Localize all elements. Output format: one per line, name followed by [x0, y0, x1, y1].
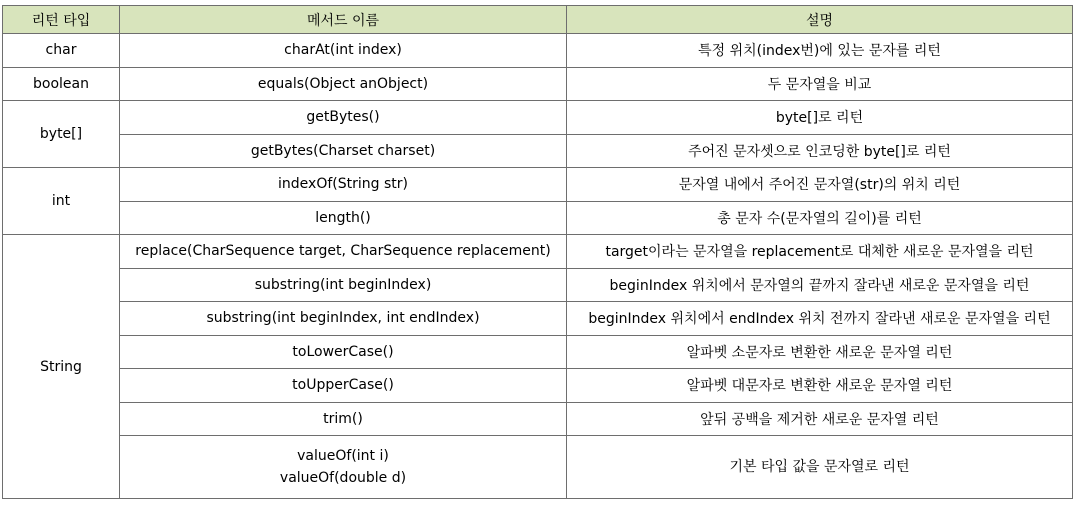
return-type-cell: byte[]	[3, 101, 120, 168]
method-cell: replace(CharSequence target, CharSequence replacement)	[120, 235, 567, 269]
header-method-name: 메서드 이름	[120, 6, 567, 34]
method-cell: toUpperCase()	[120, 369, 567, 403]
table-row	[3, 134, 1073, 168]
description-cell: 총 문자 수(문자열의 길이)를 리턴	[567, 201, 1073, 235]
return-type-cell: char	[3, 34, 120, 68]
header-row	[3, 6, 1073, 34]
header-return-type: 리턴 타입	[3, 6, 120, 34]
description-cell: 앞뒤 공백을 제거한 새로운 문자열 리턴	[567, 402, 1073, 436]
description-cell: 문자열 내에서 주어진 문자열(str)의 위치 리턴	[567, 168, 1073, 202]
description-cell: byte[]로 리턴	[567, 101, 1073, 135]
table-row	[3, 436, 1073, 499]
description-cell: beginIndex 위치에서 endIndex 위치 전까지 잘라낸 새로운 문자열을 리턴	[567, 302, 1073, 336]
return-type-cell: boolean	[3, 67, 120, 101]
return-type-cell: int	[3, 168, 120, 235]
description-cell: 두 문자열을 비교	[567, 67, 1073, 101]
method-cell: equals(Object anObject)	[120, 67, 567, 101]
table-row	[3, 101, 1073, 135]
description-cell: 기본 타입 값을 문자열로 리턴	[567, 436, 1073, 499]
table-row	[3, 235, 1073, 269]
description-cell: target이라는 문자열을 replacement로 대체한 새로운 문자열을 리턴	[567, 235, 1073, 269]
description-cell: 알파벳 대문자로 변환한 새로운 문자열 리턴	[567, 369, 1073, 403]
table-row	[3, 369, 1073, 403]
method-cell: indexOf(String str)	[120, 168, 567, 202]
method-line: valueOf(int i)	[297, 448, 389, 464]
table-row	[3, 67, 1073, 101]
description-cell: 주어진 문자셋으로 인코딩한 byte[]로 리턴	[567, 134, 1073, 168]
method-cell: substring(int beginIndex, int endIndex)	[120, 302, 567, 336]
method-cell: getBytes()	[120, 101, 567, 135]
method-cell	[120, 436, 567, 499]
method-cell: charAt(int index)	[120, 34, 567, 68]
header-description: 설명	[567, 6, 1073, 34]
table-row	[3, 201, 1073, 235]
method-cell: substring(int beginIndex)	[120, 268, 567, 302]
description-cell: 알파벳 소문자로 변환한 새로운 문자열 리턴	[567, 335, 1073, 369]
table-row	[3, 402, 1073, 436]
method-line: valueOf(double d)	[279, 470, 407, 486]
method-cell: trim()	[120, 402, 567, 436]
method-cell: length()	[120, 201, 567, 235]
description-cell: beginIndex 위치에서 문자열의 끝까지 잘라낸 새로운 문자열을 리턴	[567, 268, 1073, 302]
description-cell: 특정 위치(index번)에 있는 문자를 리턴	[567, 34, 1073, 68]
table-row	[3, 34, 1073, 68]
table-row	[3, 302, 1073, 336]
string-methods-table	[2, 5, 1073, 499]
method-cell: toLowerCase()	[120, 335, 567, 369]
table-row	[3, 335, 1073, 369]
method-cell: getBytes(Charset charset)	[120, 134, 567, 168]
table-row	[3, 268, 1073, 302]
return-type-cell: String	[3, 235, 120, 499]
table-row	[3, 168, 1073, 202]
